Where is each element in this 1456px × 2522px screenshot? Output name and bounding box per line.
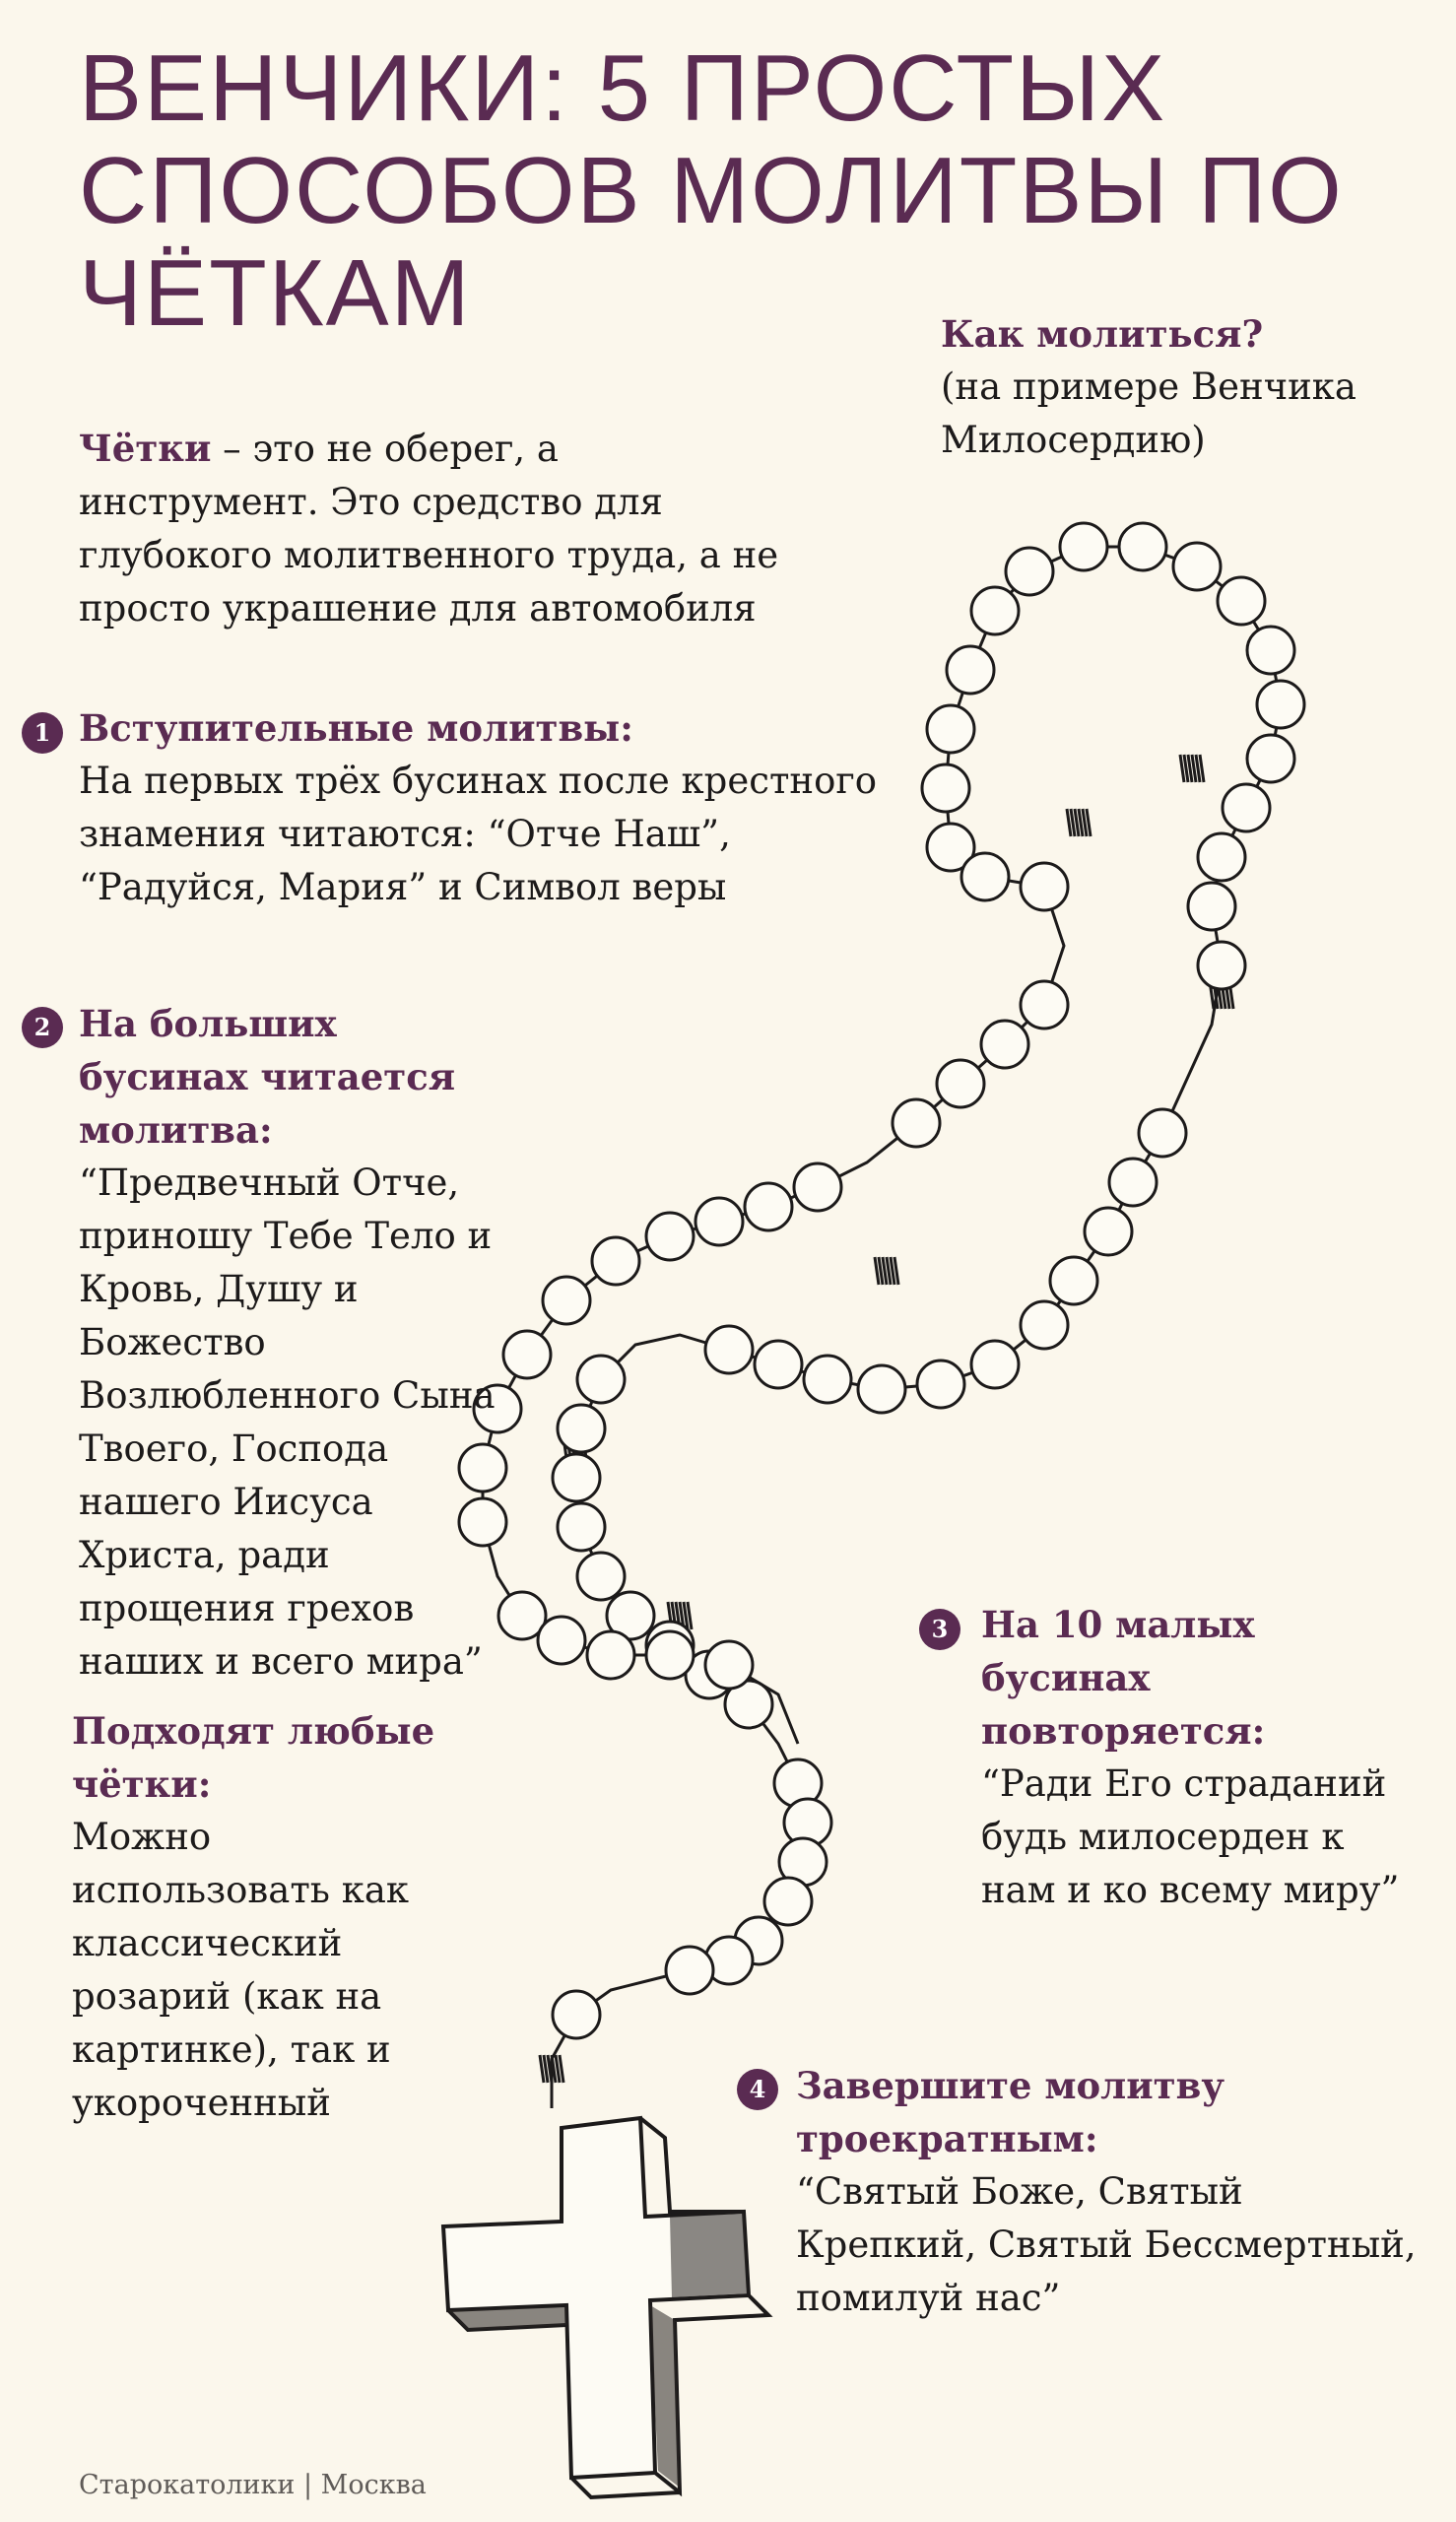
rosary-bead (695, 1198, 743, 1245)
rosary-bead (543, 1277, 590, 1324)
rosary-bead (971, 587, 1019, 634)
step-1-badge: 1 (22, 712, 63, 754)
rosary-bead (1021, 1301, 1068, 1349)
rosary-bead (1247, 735, 1294, 782)
rosary-bead (666, 1947, 713, 1994)
rosary-bead (745, 1183, 792, 1230)
step-3-block (981, 1598, 1424, 1917)
step-4-text: “Святый Боже, Святый Крепкий, Святый Бессмертный, помилуй нас” (796, 2170, 1417, 2319)
rosary-bead (755, 1341, 802, 1388)
rosary-bead (922, 764, 969, 812)
any-rosary-heading: Подходят любые чётки: (72, 1709, 435, 1806)
step-3-text: “Ради Его страданий будь милосерден к нам и ко всему миру” (981, 1762, 1400, 1911)
rosary-bead (947, 646, 994, 694)
rosary-bead (577, 1553, 625, 1600)
page-title: ВЕНЧИКИ: 5 ПРОСТЫХ СПОСОБОВ МОЛИТВЫ ПО ЧЁТКАМ (79, 35, 1344, 346)
rosary-bead (804, 1356, 851, 1403)
rosary-bead (1188, 883, 1235, 930)
any-rosary-text: Можно использовать как классический розарий (как на картинке), так и укороченный (72, 1816, 409, 2124)
rosary-bead (646, 1631, 694, 1679)
step-4-block (796, 2059, 1426, 2325)
step-3-heading: На 10 малых бусинах повторяется: (981, 1603, 1266, 1753)
rosary-bead (971, 1341, 1019, 1388)
rosary-bead (937, 1060, 984, 1107)
step-2-block (79, 997, 502, 1689)
rosary-bead (503, 1331, 551, 1378)
step-4-heading: Завершите молитву троекратным: (796, 2064, 1225, 2160)
rosary-bead (764, 1878, 812, 1925)
rosary-bead (893, 1099, 940, 1147)
rosary-bead (1198, 833, 1245, 881)
step-1-text: На первых трёх бусинах после крестного знамения читаются: “Отче Наш”, “Радуйся, Мария” и Символ веры (79, 760, 878, 908)
rosary-bead (1006, 548, 1053, 595)
rosary-bead (1060, 523, 1107, 570)
rosary-bead (1050, 1257, 1097, 1304)
any-rosary-block (72, 1704, 446, 2130)
how-to-block (941, 307, 1394, 467)
rosary-bead (538, 1617, 585, 1664)
intro-block (79, 422, 788, 635)
rosary-bead (1198, 942, 1245, 989)
rosary-bead (592, 1237, 639, 1285)
rosary-bead (927, 705, 974, 753)
how-to-text: (на примере Венчика Милосердию) (941, 365, 1357, 461)
step-3-badge: 3 (919, 1609, 960, 1650)
rosary-bead (1173, 543, 1221, 590)
rosary-bead (577, 1356, 625, 1403)
rosary-bead (1085, 1208, 1132, 1255)
rosary-bead (981, 1021, 1028, 1068)
rosary-bead (961, 853, 1009, 900)
rosary-bead (705, 1641, 753, 1689)
rosary-bead (1218, 577, 1265, 625)
rosary-bead (1139, 1109, 1186, 1157)
rosary-bead (553, 1991, 600, 2038)
rosary-bead (858, 1365, 905, 1413)
rosary-bead (705, 1326, 753, 1373)
cross-icon (443, 2118, 768, 2497)
step-1-heading: Вступительные молитвы: (79, 706, 633, 750)
step-2-badge: 2 (22, 1007, 63, 1048)
rosary-bead (553, 1454, 600, 1501)
rosary-bead (558, 1405, 605, 1452)
step-4-badge: 4 (737, 2069, 778, 2110)
rosary-bead (646, 1213, 694, 1260)
step-2-heading: На больших бусинах читается молитва: (79, 1002, 456, 1152)
intro-text: – это не оберег, а инструмент. Это средство для глубокого молитвенного труда, а не просто украшение для автомобиля (79, 428, 779, 630)
step-2-text: “Предвечный Отче, приношу Тебе Тело и Кровь, Душу и Божество Возлюбленного Сына Твоего, Господа нашего Иисуса Христа, ради прощения грехов наших и всего мира” (79, 1161, 496, 1683)
rosary-bead (917, 1361, 964, 1408)
rosary-bead (587, 1631, 634, 1679)
rosary-bead (1021, 863, 1068, 910)
rosary-bead (1021, 981, 1068, 1029)
intro-term: Чётки (79, 427, 212, 470)
step-1-block (79, 701, 887, 914)
how-to-heading: Как молиться? (941, 312, 1264, 356)
footer-credit: Старокатолики | Москва (79, 2470, 427, 2500)
rosary-bead (1223, 784, 1270, 831)
rosary-bead (1257, 681, 1304, 728)
rosary-bead (1247, 627, 1294, 674)
rosary-bead (1109, 1159, 1157, 1206)
rosary-bead (558, 1503, 605, 1551)
rosary-bead (794, 1163, 841, 1211)
rosary-bead (1119, 523, 1166, 570)
